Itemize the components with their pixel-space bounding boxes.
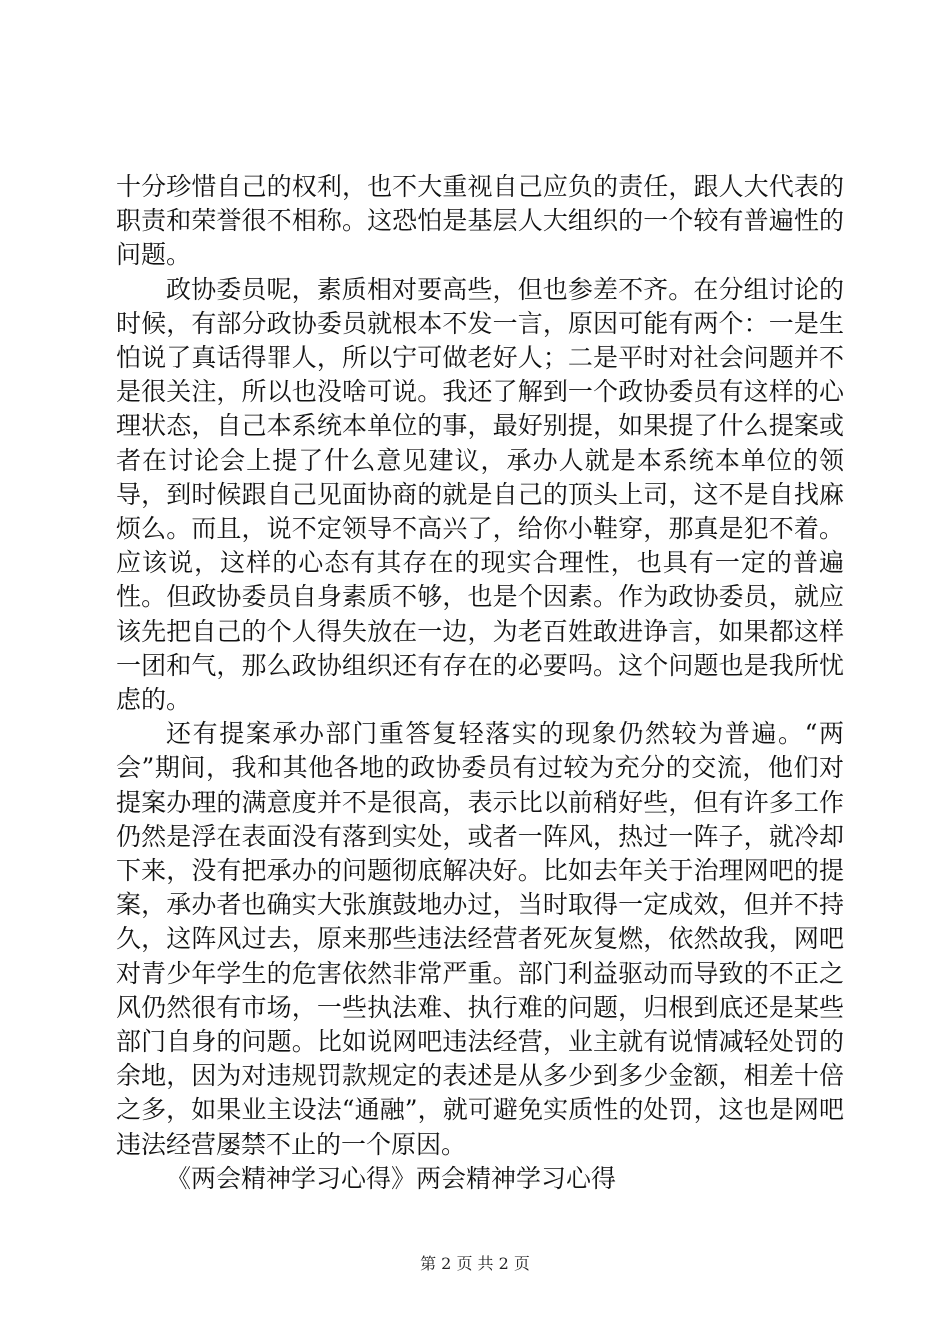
document-title-line: 《两会精神学习心得》两会精神学习心得: [166, 1163, 617, 1193]
paragraph-continuation: 十分珍惜自己的权利，也不大重视自己应负的责任，跟人大代表的职责和荣誉很不相称。这恐怕是基层人大组织的一个较有普遍性的问题。: [116, 172, 844, 270]
paragraph-proposal-handling: 还有提案承办部门重答复轻落实的现象仍然较为普遍。“两会”期间，我和其他各地的政协委员有过较为充分的交流，他们对提案办理的满意度并不是很高，表示比以前稍好些，但有许多工作仍然是浮在表面没有落到实处，或者一阵风，热过一阵子，就冷却下来，没有把承办的问题彻底解决好。比如去年关于治理网吧的提案，承办者也确实大张旗鼓地办过，当时取得一定成效，但并不持久，这阵风过去，原来那些违法经营者死灰复燃，依然故我，网吧对青少年学生的危害依然非常严重。部门利益驱动而导致的不正之风仍然很有市场，一些执法难、执行难的问题，归根到底还是某些部门自身的问题。比如说网吧违法经营，业主就有说情减轻处罚的余地，因为对违规罚款规定的表述是从多少到多少金额，相差十倍之多，如果业主设法“通融”，就可避免实质性的处罚，这也是网吧违法经营屡禁不止的一个原因。: [116, 719, 844, 1159]
paragraph-cppcc-members: 政协委员呢，素质相对要高些，但也参差不齐。在分组讨论的时候，有部分政协委员就根本不发一言，原因可能有两个：一是生怕说了真话得罪人，所以宁可做老好人；二是平时对社会问题并不是很关注，所以也没啥可说。我还了解到一个政协委员有这样的心理状态，自己本系统本单位的事，最好别提，如果提了什么提案或者在讨论会上提了什么意见建议，承办人就是本系统本单位的领导，到时候跟自己见面协商的就是自己的顶头上司，这不是自找麻烦么。而且，说不定领导不高兴了，给你小鞋穿，那真是犯不着。应该说，这样的心态有其存在的现实合理性，也具有一定的普遍性。但政协委员自身素质不够，也是个因素。作为政协委员，就应该先把自己的个人得失放在一边，为老百姓敢进诤言，如果都这样一团和气，那么政协组织还有存在的必要吗。这个问题也是我所忧虑的。: [116, 274, 844, 715]
document-body: [116, 170, 844, 1196]
page-number-footer: 第 2 页 共 2 页: [420, 1254, 530, 1273]
